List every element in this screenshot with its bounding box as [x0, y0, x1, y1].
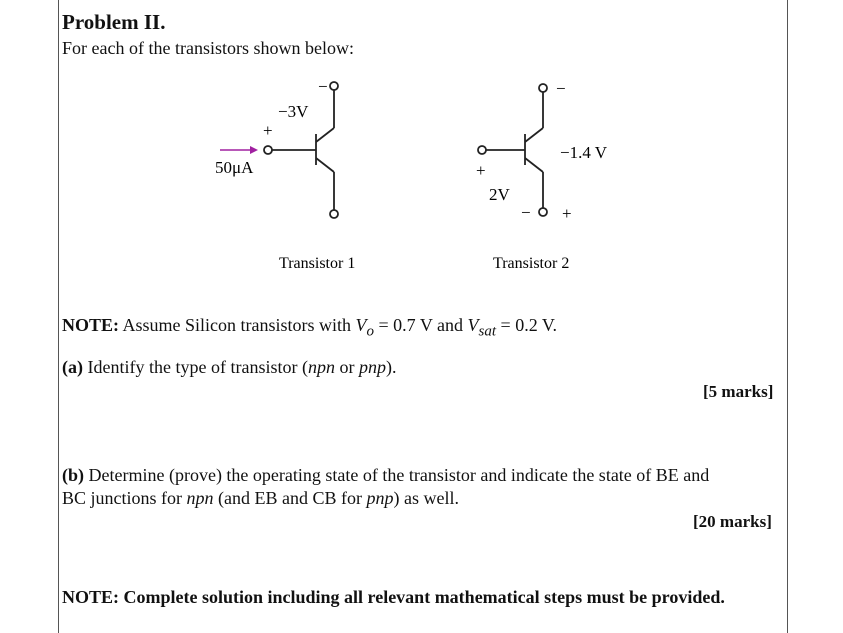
- note-complete-solution: NOTE: Complete solution including all relevant mathematical steps must be provided.: [62, 587, 725, 607]
- t2-voltage-label: −1.4 V: [560, 143, 608, 162]
- problem-intro: For each of the transistors shown below:: [62, 38, 354, 58]
- note1-text: Assume Silicon transistors with: [119, 315, 356, 335]
- part-a-npn: npn: [307, 357, 335, 377]
- part-b-line2-mid: (and EB and CB for: [213, 488, 367, 508]
- note1-label: NOTE:: [62, 315, 120, 335]
- t2-emitter-diag: [525, 128, 543, 142]
- t2-collector-diag: [525, 158, 543, 172]
- t1-collector-diag: [316, 128, 334, 142]
- vsat-subscript: sat: [478, 323, 497, 340]
- t2-caption: Transistor 2: [493, 255, 570, 272]
- v0-subscript: o: [366, 323, 375, 340]
- part-b-line-1: [62, 465, 709, 486]
- part-b-npn: npn: [186, 488, 214, 508]
- t2-emitter-sign: −: [556, 79, 566, 98]
- part-a-text-after: ).: [385, 357, 397, 377]
- note-silicon-assumption: [62, 315, 557, 341]
- v0-value: = 0.7 V and: [374, 315, 468, 335]
- part-b-marks: [20 marks]: [693, 512, 772, 531]
- t1-base-sign: +: [263, 121, 273, 140]
- part-a-pnp: pnp: [358, 357, 386, 377]
- t1-emitter-diag: [316, 158, 334, 172]
- part-a-question: [62, 357, 396, 378]
- circuit-diagrams: [0, 0, 843, 300]
- t2-emitter-terminal: [539, 84, 547, 92]
- vsat-value: = 0.2 V.: [496, 315, 558, 335]
- t2-base-terminal: [478, 146, 486, 154]
- t2-collector-terminal: [539, 208, 547, 216]
- t1-current-label: 50μA: [215, 158, 254, 177]
- t1-caption: Transistor 1: [279, 255, 356, 272]
- t1-collector-terminal: [330, 82, 338, 90]
- part-a-label: (a): [62, 357, 83, 377]
- t2-base-sign: +: [476, 161, 486, 180]
- t2-collector-minus: −: [521, 203, 531, 222]
- part-b-line2-start: BC junctions for: [62, 488, 187, 508]
- t2-base-voltage-label: 2V: [489, 185, 510, 204]
- part-b-line1-text: Determine (prove) the operating state of the transistor and indicate the state of BE and: [84, 465, 710, 485]
- t1-emitter-terminal: [330, 210, 338, 218]
- part-b-line-2: [62, 488, 459, 509]
- v0-symbol: V: [355, 315, 367, 335]
- part-a-marks: [5 marks]: [703, 382, 774, 401]
- part-a-text-before: Identify the type of transistor (: [83, 357, 308, 377]
- part-a-or: or: [334, 357, 359, 377]
- part-b-pnp: pnp: [366, 488, 394, 508]
- t1-voltage-label: −3V: [278, 102, 309, 121]
- t1-collector-sign: −: [318, 77, 328, 96]
- t2-collector-plus: +: [562, 204, 572, 223]
- part-b-line2-end: ) as well.: [393, 488, 459, 508]
- part-b-label: (b): [62, 465, 84, 485]
- problem-title: Problem II.: [62, 10, 166, 34]
- t1-current-arrow: [220, 146, 258, 154]
- t1-base-terminal: [264, 146, 272, 154]
- vsat-symbol: V: [467, 315, 479, 335]
